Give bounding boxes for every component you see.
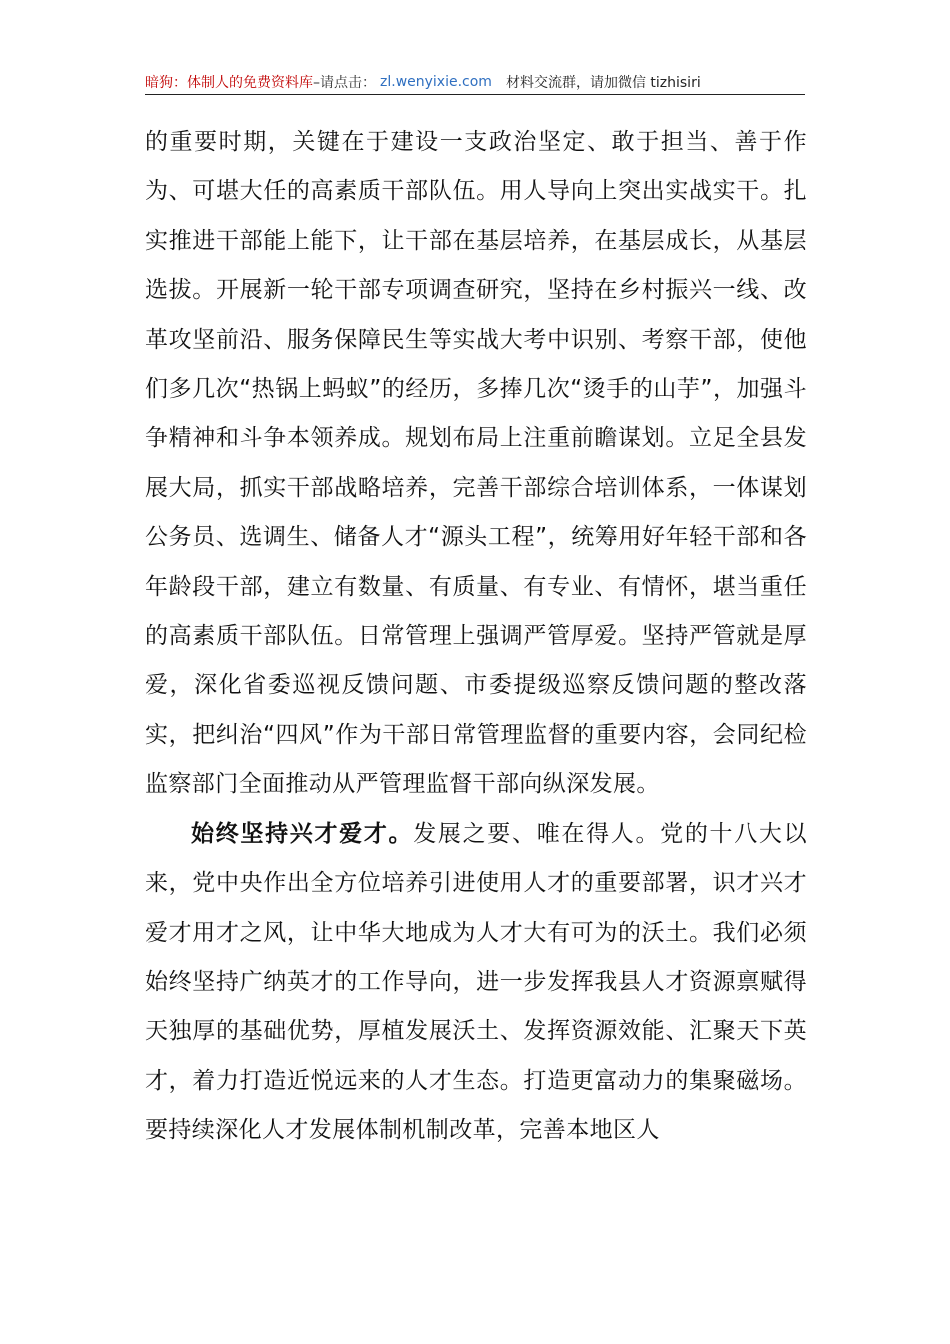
paragraph-1-text: 的重要时期，关键在于建设一支政治坚定、敢于担当、善于作为、可堪大任的高素质干部队伍。用人导向上突出实战实干。扎实推进干部能上能下，让干部在基层培养，在基层成长，从基层选拔。开展新一轮干部专项调查研究，坚持在乡村振兴一线、改革攻坚前沿、服务保障民生等实战大考中识别、考察干部，使他们多几次“热锅上蚂蚁”的经历，多捧几次“烫手的山芋”，加强斗争精神和斗争本领养成。规划布局上注重前瞻谋划。立足全县发展大局，抓实干部战略培养，完善干部综合培训体系，一体谋划公务员、选调生、储备人才“源头工程”，统筹用好年轻干部和各年龄段干部，建立有数量、有质量、有专业、有情怀，堪当重任的高素质干部队伍。日常管理上强调严管厚爱。坚持严管就是厚爱，深化省委巡视反馈问题、市委提级巡察反馈问题的整改落实，把纠治“四风”作为干部日常管理监督的重要内容，会同纪检监察部门全面推动从严管理监督干部向纵深发展。: [145, 129, 807, 798]
page-header: [145, 70, 805, 95]
paragraph-2-text: 发展之要、唯在得人。党的十八大以来，党中央作出全方位培养引进使用人才的重要部署，识才兴才爱才用才之风，让中华大地成为人才大有可为的沃土。我们必须始终坚持广纳英才的工作导向，进一步发挥我县人才资源禀赋得天独厚的基础优势，厚植发展沃土、发挥资源效能、汇聚天下英才，着力打造近悦远来的人才生态。打造更富动力的集聚磁场。要持续深化人才发展体制机制改革，完善本地区人: [145, 820, 807, 1144]
paragraph-2-lead: 始终坚持兴才爱才。: [191, 820, 414, 847]
header-brand: 暗狗：体制人的免费资料库: [145, 75, 313, 91]
paragraph-2: [145, 810, 807, 1156]
paragraph-1: [145, 118, 807, 810]
header-link[interactable]: zl.wenyixie.com: [380, 74, 492, 90]
document-body: [145, 118, 807, 1156]
header-contact: 材料交流群，请加微信 tizhisiri: [505, 75, 701, 91]
header-separator: –请点击：: [313, 75, 376, 91]
